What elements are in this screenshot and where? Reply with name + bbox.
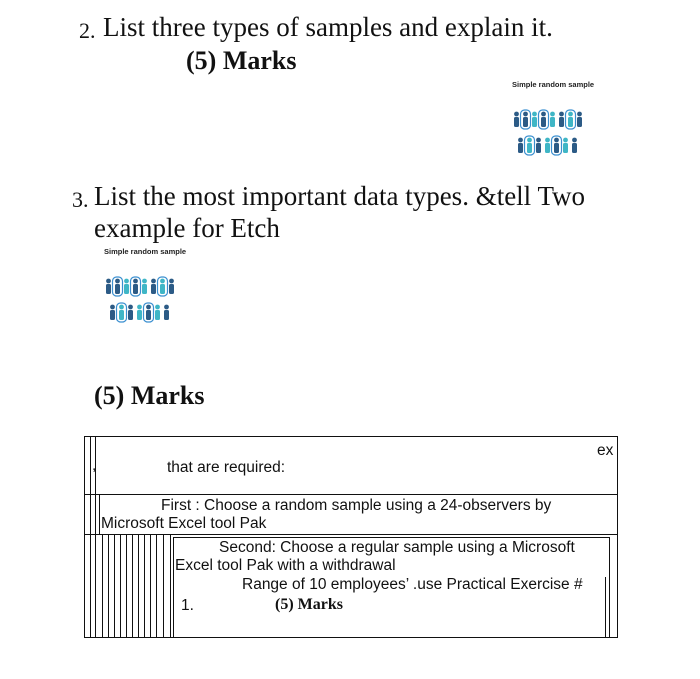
table-range-text: Range of 10 employees’ .use Practical Exercise # [242, 576, 583, 593]
person-icon [137, 305, 142, 320]
figure-1-people [513, 109, 593, 161]
person-icon [552, 136, 562, 155]
person-icon [151, 279, 156, 294]
person-icon [117, 303, 127, 322]
person-icon [572, 138, 577, 153]
table-number: 1. [181, 597, 194, 614]
person-icon [566, 110, 576, 129]
question-3-marks: (5) Marks [94, 381, 205, 410]
figure-2-people [105, 276, 185, 328]
person-icon [169, 279, 174, 294]
table-second-line-1: Second: Choose a regular sample using a Microsoft [219, 539, 575, 556]
table-marks: (5) Marks [275, 596, 343, 613]
figure-1-title: Simple random sample [512, 80, 595, 89]
person-icon [545, 138, 550, 153]
question-2-marks: (5) Marks [186, 46, 297, 75]
exercise-table [84, 436, 618, 638]
person-icon [158, 277, 168, 296]
table-first-line-2: Microsoft Excel tool Pak [101, 515, 267, 532]
table-comma: , [92, 457, 97, 474]
table-ex-label: ex [597, 442, 614, 459]
person-icon [577, 112, 582, 127]
person-icon [164, 305, 169, 320]
person-icon [124, 279, 129, 294]
person-icon [550, 112, 555, 127]
person-icon [106, 279, 111, 294]
person-icon [142, 279, 147, 294]
table-first-line-1: First : Choose a random sample using a 24-observers by [161, 497, 552, 514]
question-3-line-2: example for Etch [94, 213, 280, 243]
person-icon [514, 112, 519, 127]
question-3-line-1: List the most important data types. &tell Two [94, 181, 586, 211]
person-icon [521, 110, 531, 129]
person-icon [563, 138, 568, 153]
person-icon [525, 136, 535, 155]
question-2-number: 2. [79, 18, 96, 43]
figure-2-title: Simple random sample [104, 247, 187, 256]
person-icon [539, 110, 549, 129]
question-3-number: 3. [72, 187, 89, 212]
person-icon [110, 305, 115, 320]
person-icon [155, 305, 160, 320]
question-2-text: List three types of samples and explain it. [103, 12, 553, 42]
table-second-line-2: Excel tool Pak with a withdrawal [175, 557, 396, 574]
person-icon [536, 138, 541, 153]
person-icon [113, 277, 123, 296]
table-required-text: that are required: [167, 459, 286, 476]
person-icon [532, 112, 537, 127]
person-icon [128, 305, 133, 320]
person-icon [131, 277, 141, 296]
person-icon [144, 303, 154, 322]
person-icon [559, 112, 564, 127]
person-icon [518, 138, 523, 153]
